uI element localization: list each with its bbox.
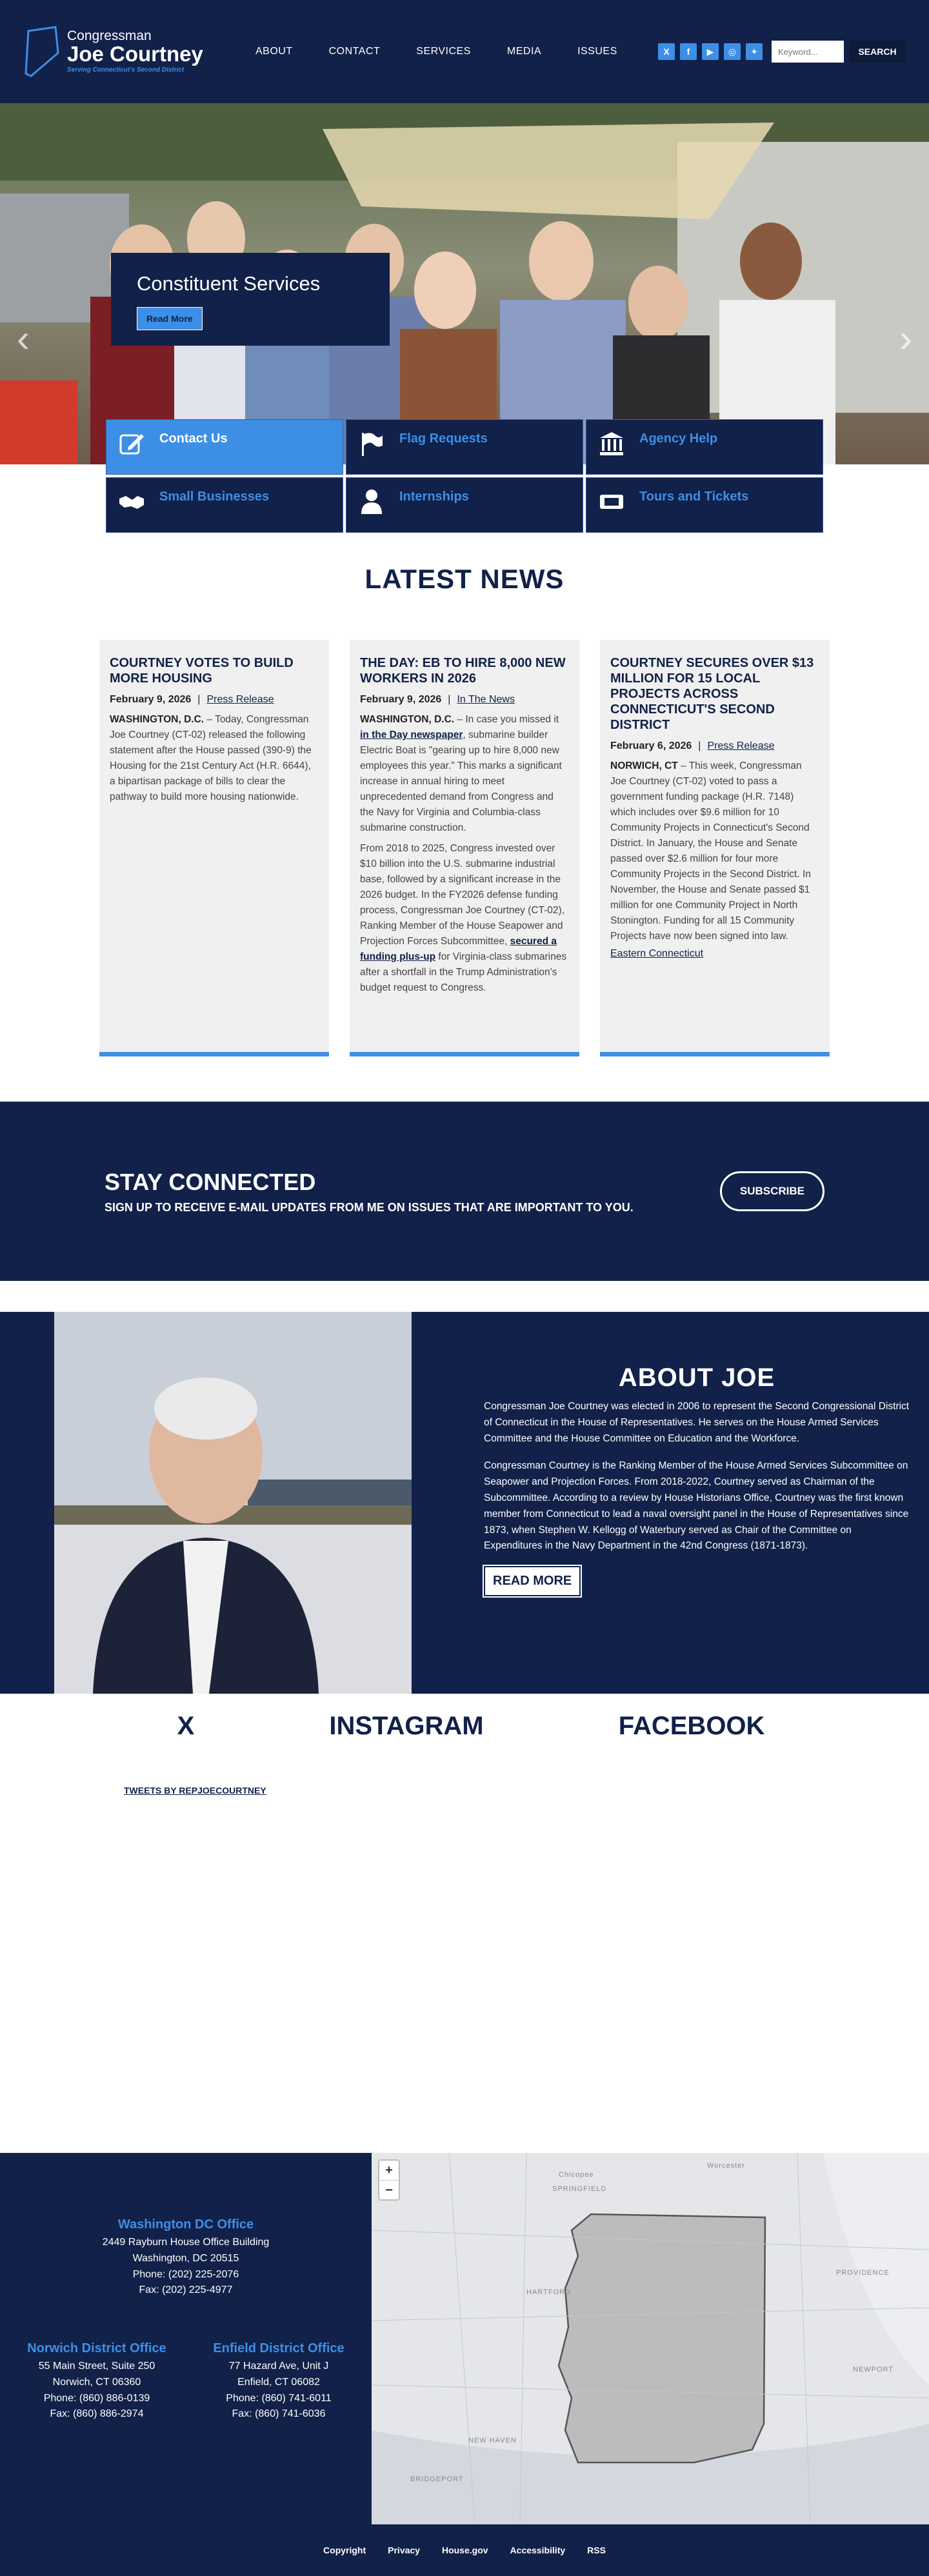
site-header (0, 0, 929, 103)
news-separator: | (698, 740, 701, 751)
logo-congressman: Congressman (67, 28, 152, 44)
news-separator: | (448, 694, 451, 705)
office-name: Norwich District Office (27, 2341, 166, 2355)
news-body (110, 712, 319, 805)
nav-contact[interactable]: CONTACT (328, 46, 381, 57)
footer-rss-link[interactable]: RSS (587, 2545, 606, 2555)
congressman-portrait-photo (54, 1312, 412, 1694)
tile-internships[interactable] (346, 477, 583, 533)
main-nav (255, 46, 617, 57)
stay-connected-section (0, 1102, 929, 1281)
hero-read-more-button[interactable]: Read More (137, 307, 203, 330)
news-separator: | (197, 694, 201, 705)
feed-heading-x: X (177, 1712, 195, 1740)
flag-icon (358, 430, 385, 457)
tile-tours-and-tickets[interactable] (586, 477, 823, 533)
search-button[interactable]: SEARCH (849, 41, 906, 63)
hero-prev-arrow-icon[interactable]: ‹ (17, 317, 30, 360)
logo-tagline: Serving Connecticut's Second District (67, 66, 185, 74)
latest-news-section (0, 533, 929, 1095)
office-fax: Fax: (860) 741-6036 (232, 2408, 326, 2420)
map-zoom-controls (378, 2159, 400, 2201)
handshake-icon (118, 488, 145, 515)
map-label: HARTFORD (526, 2288, 571, 2296)
hero-caption (111, 253, 390, 346)
news-text: for Virginia-class submarines after a shortfall in the Trump Administration's budget request to Congress. (360, 951, 567, 994)
map-label: Worcester (707, 2162, 745, 2170)
bank-icon (598, 430, 625, 457)
service-tiles (0, 419, 929, 533)
office-name: Washington DC Office (117, 2217, 254, 2232)
social-links (658, 43, 763, 60)
office-name: Enfield District Office (213, 2341, 345, 2355)
office-phone: Phone: (860) 741-6011 (226, 2392, 332, 2404)
hero-slider (0, 103, 929, 464)
footer-accessibility-link[interactable]: Accessibility (510, 2545, 566, 2555)
news-title-link[interactable]: COURTNEY VOTES TO BUILD MORE HOUSING (110, 656, 294, 686)
tile-label: Flag Requests (399, 431, 488, 446)
footer-privacy-link[interactable]: Privacy (388, 2545, 420, 2555)
news-card (600, 640, 830, 1056)
tile-label: Small Businesses (159, 490, 270, 504)
news-body (360, 841, 569, 996)
hero-title: Constituent Services (137, 272, 321, 295)
news-body (360, 712, 569, 836)
nav-issues[interactable]: ISSUES (577, 46, 617, 57)
news-category-link[interactable]: In The News (457, 694, 515, 705)
news-category-link[interactable]: Press Release (707, 740, 775, 751)
tile-agency-help[interactable] (586, 419, 823, 475)
office-phone: Phone: (202) 225-2076 (132, 2268, 239, 2280)
news-tag-link[interactable]: Eastern Connecticut (610, 948, 704, 960)
subscribe-button[interactable]: SUBSCRIBE (720, 1171, 824, 1211)
news-dateline: WASHINGTON, D.C. (110, 714, 205, 725)
search-input[interactable] (772, 41, 844, 63)
feed-headings (0, 1694, 929, 1741)
about-read-more-button[interactable]: READ MORE (484, 1566, 581, 1596)
stay-connected-subtitle: SIGN UP TO RECEIVE E-MAIL UPDATES FROM ME ON ISSUES THAT ARE IMPORTANT TO YOU. (105, 1200, 634, 1214)
social-feeds-section (0, 1694, 929, 2153)
tile-label: Agency Help (639, 431, 718, 446)
nav-about[interactable]: ABOUT (255, 46, 293, 57)
tile-small-businesses[interactable] (106, 477, 343, 533)
map-label: SPRINGFIELD (552, 2185, 607, 2193)
news-category-link[interactable]: Press Release (206, 694, 274, 705)
office-address-line: Washington, DC 20515 (132, 2252, 239, 2264)
site-logo[interactable] (23, 22, 210, 81)
connecticut-outline-icon (23, 22, 61, 81)
office-phone: Phone: (860) 886-0139 (43, 2392, 150, 2404)
office-norwich (19, 2339, 174, 2422)
offices-section (0, 2153, 929, 2524)
news-title-link[interactable]: THE DAY: EB TO HIRE 8,000 NEW WORKERS IN 2026 (360, 656, 566, 686)
news-text: – Today, Congressman Joe Courtney (CT-02) released the following statement after the House passed (390-9) the Housing for the 21st Century Act (H.R. 6644), a bipartisan package of bills to clear the pathway to build more housing nationwide. (110, 714, 312, 803)
zoom-in-icon[interactable]: + (385, 2163, 393, 2177)
news-meta (110, 694, 319, 706)
about-paragraph: Congressman Courtney is the Ranking Member of the House Armed Services Subcommittee on Seapower and Projection Forces. From 2018-2022, Courtney served as Chairman of the Subcommittee. According to a review by House Historians Office, Courtney was the first known member from Connecticut to lead a naval oversight panel in the House of Representatives since 1873, when Stephen W. Kellogg of Waterbury served as Chair of the Committee on Expenditures in the Navy Department in the 42nd Congress (1871-1873). (484, 1460, 909, 1552)
nav-services[interactable]: SERVICES (416, 46, 471, 57)
about-section (0, 1312, 929, 1694)
news-text: – In case you missed it (454, 714, 559, 725)
facebook-icon[interactable]: f (680, 43, 697, 60)
news-text: From 2018 to 2025, Congress invested over $10 billion into the U.S. submarine industrial base, followed by a significant increase in the 2026 budget. In the FY2026 defense funding process, Congressman Joe Courtney (CT-02), Ranking Member of the House Seapower and Projection Forces Subcommittee, (360, 843, 565, 947)
news-body (610, 758, 819, 944)
news-card (350, 640, 579, 1056)
zoom-out-icon[interactable]: − (379, 2180, 399, 2199)
map-label: BRIDGEPORT (410, 2475, 464, 2483)
footer-links (0, 2524, 929, 2576)
office-address-line: 2449 Rayburn House Office Building (102, 2237, 270, 2248)
tile-label: Tours and Tickets (639, 490, 749, 504)
map-label: NEW HAVEN (468, 2437, 517, 2444)
map-label: NEWPORT (853, 2366, 894, 2373)
ticket-icon (598, 488, 625, 515)
x-icon[interactable]: X (658, 43, 675, 60)
tile-label: Contact Us (159, 431, 228, 446)
district-map-graphic (372, 2153, 929, 2524)
news-text: – This week, Congressman Joe Courtney (CT-02) voted to pass a government funding package (H.R. 7148) which includes over $9.6 million for 10 Community Projects in Connecticut's Second District. In January, the House and Senate passed over $2.6 million for four more Community Projects in the Second District. In November, the House and Senate passed $1 million for one Community Project in North Stonington. Funding for all 15 Community Projects have now been signed into law. (610, 760, 811, 942)
news-date: February 9, 2026 (360, 694, 442, 705)
office-address-line: Enfield, CT 06082 (237, 2376, 320, 2388)
logo-name: Joe Courtney (67, 42, 203, 66)
office-fax: Fax: (202) 225-4977 (139, 2284, 233, 2296)
office-address-line: 77 Hazard Ave, Unit J (228, 2361, 329, 2372)
footer-copyright-link[interactable]: Copyright (323, 2545, 366, 2555)
tile-contact-us[interactable] (106, 419, 343, 475)
stay-connected-title: STAY CONNECTED (105, 1168, 316, 1195)
tile-label: Internships (399, 490, 469, 504)
news-title-link[interactable]: COURTNEY SECURES OVER $13 MILLION FOR 15 LOCAL PROJECTS ACROSS CONNECTICUT'S SECOND DISTRICT (610, 656, 814, 732)
tweets-embed-link[interactable]: TWEETS BY REPJOECOURTNEY (124, 1785, 266, 1796)
header-tools (658, 41, 906, 63)
news-text: , submarine builder Electric Boat is "gearing up to hire 8,000 new employees this year." This marks a significant increase in annual hiring to meet unprecedented demand from Congress and the Navy for Virginia and Columbia-class submarine construction. (360, 729, 562, 834)
feed-heading-facebook: FACEBOOK (618, 1712, 765, 1740)
office-address-line: Norwich, CT 06360 (52, 2376, 141, 2388)
tile-flag-requests[interactable] (346, 419, 583, 475)
office-enfield (201, 2339, 356, 2422)
hero-next-arrow-icon[interactable]: › (899, 317, 912, 360)
footer-house-gov-link[interactable]: House.gov (441, 2545, 488, 2555)
nav-media[interactable]: MEDIA (506, 46, 542, 57)
office-dc (65, 2215, 307, 2299)
map-label: Chicopee (559, 2171, 594, 2179)
latest-news-title: LATEST NEWS (365, 564, 564, 594)
about-content (412, 1312, 929, 1694)
news-meta (610, 740, 819, 752)
office-list (0, 2153, 372, 2524)
news-inline-link[interactable]: in the Day newspaper (360, 729, 463, 741)
about-title: ABOUT JOE (618, 1363, 775, 1392)
about-paragraph: Congressman Joe Courtney was elected in 2006 to represent the Second Congressional District of Connecticut in the House of Representatives. He serves on the House Armed Services Committee and the House Committee on Education and the Workforce. (484, 1401, 910, 1444)
news-meta (360, 694, 569, 706)
news-dateline: NORWICH, CT (610, 760, 678, 771)
person-icon (358, 488, 385, 515)
stay-connected-text (105, 1169, 634, 1214)
office-address-line: 55 Main Street, Suite 250 (38, 2361, 155, 2372)
news-date: February 9, 2026 (110, 694, 192, 705)
district-map[interactable] (372, 2153, 929, 2524)
feed-heading-instagram: INSTAGRAM (329, 1712, 484, 1740)
news-dateline: WASHINGTON, D.C. (360, 714, 455, 725)
bluesky-icon[interactable]: ✦ (746, 43, 763, 60)
map-label: PROVIDENCE (836, 2269, 890, 2277)
office-fax: Fax: (860) 886-2974 (50, 2408, 144, 2420)
instagram-icon[interactable]: ◎ (724, 43, 741, 60)
youtube-icon[interactable]: ▶ (702, 43, 719, 60)
news-card (99, 640, 329, 1056)
news-inline-link[interactable]: secured a funding plus-up (360, 936, 557, 963)
news-grid (0, 640, 929, 1056)
edit-icon (118, 430, 145, 457)
news-date: February 6, 2026 (610, 740, 692, 751)
